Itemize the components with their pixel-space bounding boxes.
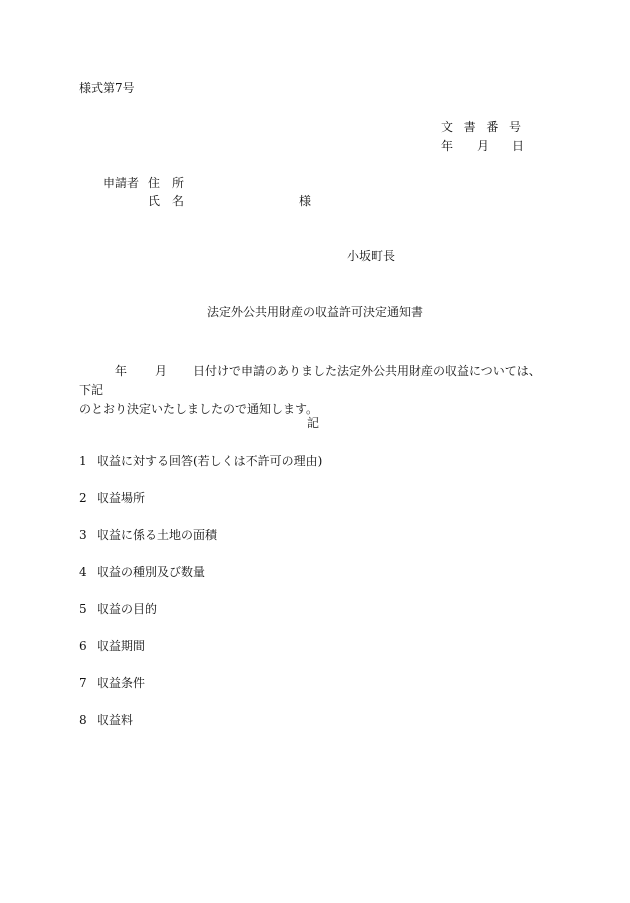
applicant-label: 申請者 bbox=[103, 176, 140, 190]
body-month-label: 月 bbox=[155, 364, 168, 378]
item-label: 収益に係る土地の面積 bbox=[97, 528, 218, 542]
item-number: 7 bbox=[79, 676, 87, 690]
list-item bbox=[79, 677, 145, 689]
list-item bbox=[79, 603, 157, 615]
item-number: 6 bbox=[79, 639, 87, 653]
document-title: 法定外公共用財産の収益許可決定通知書 bbox=[207, 305, 424, 319]
form-number: 様式第7号 bbox=[79, 81, 135, 95]
item-number: 2 bbox=[79, 491, 87, 505]
item-number: 1 bbox=[79, 454, 87, 468]
body-text-line-1: 日付けで申請のありました法定外公共用財産の収益については、下記 bbox=[79, 364, 541, 397]
honorific: 様 bbox=[299, 194, 312, 208]
item-label: 収益の種別及び数量 bbox=[97, 565, 206, 579]
list-item bbox=[79, 455, 322, 467]
date-year-label: 年 bbox=[441, 139, 454, 153]
date-month-label: 月 bbox=[477, 139, 490, 153]
item-label: 収益期間 bbox=[97, 639, 146, 653]
applicant-name-label: 氏 名 bbox=[148, 194, 184, 208]
item-number: 3 bbox=[79, 528, 87, 542]
list-item bbox=[79, 714, 133, 726]
item-number: 5 bbox=[79, 602, 87, 616]
list-item bbox=[79, 640, 145, 652]
item-label: 収益条件 bbox=[97, 676, 146, 690]
item-label: 収益料 bbox=[97, 713, 134, 727]
item-number: 4 bbox=[79, 565, 87, 579]
list-item bbox=[79, 529, 217, 541]
list-item bbox=[79, 566, 205, 578]
notice-body bbox=[79, 362, 549, 419]
list-item bbox=[79, 492, 145, 504]
notice-body-line-2: のとおり決定いたしましたので通知します。 bbox=[79, 402, 319, 416]
notice-body-line-1 bbox=[79, 362, 549, 400]
document-number-label: 文 書 番 号 bbox=[441, 120, 521, 134]
item-label: 収益場所 bbox=[97, 491, 146, 505]
item-number: 8 bbox=[79, 713, 87, 727]
date-day-label: 日 bbox=[512, 139, 525, 153]
item-label: 収益の目的 bbox=[97, 602, 158, 616]
ki-heading: 記 bbox=[307, 416, 320, 430]
date-line bbox=[441, 139, 525, 154]
issuer-name: 小坂町長 bbox=[347, 249, 396, 263]
item-label: 収益に対する回答(若しくは不許可の理由) bbox=[97, 454, 323, 468]
applicant-address-label: 住 所 bbox=[148, 176, 184, 190]
body-year-label: 年 bbox=[115, 364, 128, 378]
